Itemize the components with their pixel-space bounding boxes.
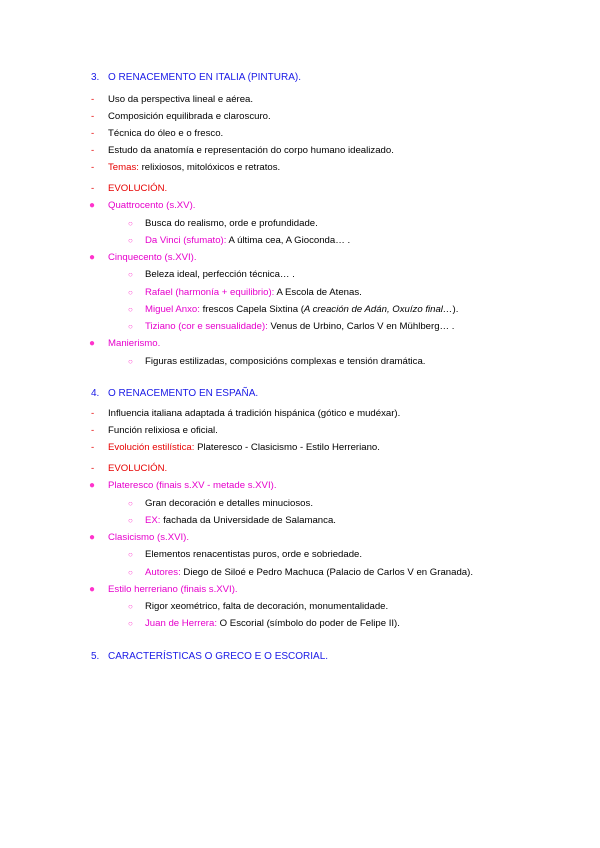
dash-marker: - (91, 145, 95, 156)
circle-marker: ○ (128, 568, 133, 577)
section-title: O RENACEMENTO EN ITALIA (PINTURA). (108, 72, 301, 83)
item-text: Elementos renacentistas puros, orde e sobriedade. (145, 549, 363, 560)
item-text (145, 304, 458, 316)
item-text (145, 287, 362, 299)
architect-label: Juan de Herrera: (145, 618, 217, 629)
bullet-marker: ● (89, 480, 96, 491)
circle-marker: ○ (128, 288, 133, 297)
item-text (108, 162, 280, 174)
item-text (145, 515, 336, 527)
item-text: Figuras estilizadas, composicións complexas e tensión dramática. (145, 356, 426, 367)
example-label: EX: (145, 515, 161, 526)
circle-marker: ○ (128, 550, 133, 559)
artist-works: A Escola de Atenas. (276, 287, 362, 298)
circle-marker: ○ (128, 516, 133, 525)
evolution-label: Evolución estilística: (108, 442, 195, 453)
period-title: Cinquecento (s.XVI). (108, 252, 197, 263)
item-text: Gran decoración e detalles minuciosos. (145, 498, 313, 509)
circle-marker: ○ (128, 619, 133, 628)
circle-marker: ○ (128, 219, 133, 228)
bullet-marker: ● (89, 532, 96, 543)
circle-marker: ○ (128, 270, 133, 279)
bullet-marker: ● (89, 200, 96, 211)
bullet-marker: ● (89, 584, 96, 595)
item-text: Función relixiosa e oficial. (108, 425, 218, 436)
item-text: Busca do realismo, orde e profundidade. (145, 218, 318, 229)
period-title: Clasicismo (s.XVI). (108, 532, 190, 543)
period-title: Manierismo. (108, 338, 161, 349)
architect-text: O Escorial (símbolo do poder de Felipe II). (219, 618, 400, 629)
item-text: Rigor xeométrico, falta de decoración, monumentalidade. (145, 601, 389, 612)
evolucion-label: EVOLUCIÓN. (108, 183, 168, 194)
item-text (145, 567, 473, 579)
item-text: Beleza ideal, perfección técnica… . (145, 269, 295, 280)
artist-label: Tiziano (cor e sensualidade): (145, 321, 268, 332)
dash-marker: - (91, 463, 95, 474)
example-text: fachada da Universidade de Salamanca. (163, 515, 336, 526)
section-title: CARACTERÍSTICAS O GRECO E O ESCORIAL. (108, 651, 329, 662)
dash-marker: - (91, 94, 95, 105)
dash-marker: - (91, 111, 95, 122)
artist-label: Miguel Anxo: (145, 304, 200, 315)
section-number: 4. (91, 388, 100, 399)
item-text: Técnica do óleo e o fresco. (108, 128, 224, 139)
circle-marker: ○ (128, 357, 133, 366)
dash-marker: - (91, 128, 95, 139)
circle-marker: ○ (128, 305, 133, 314)
item-text: Uso da perspectiva lineal e aérea. (108, 94, 254, 105)
temas-label: Temas: (108, 162, 139, 173)
artist-works: Venus de Urbino, Carlos V en Mühlberg… . (270, 321, 455, 332)
dash-marker: - (91, 162, 95, 173)
authors-text: Diego de Siloé e Pedro Machuca (Palacio de Carlos V en Granada). (183, 567, 473, 578)
dash-marker: - (91, 442, 95, 453)
artist-label: Da Vinci (sfumato): (145, 235, 227, 246)
circle-marker: ○ (128, 499, 133, 508)
artist-works-italic: A creación de Adán, Oxuízo final… (303, 304, 453, 315)
artist-works: frescos Capela Sixtina ( (202, 304, 304, 315)
item-text: Estudo da anatomía e representación do corpo humano idealizado. (108, 145, 394, 156)
item-text: Influencia italiana adaptada á tradición hispánica (gótico e mudéxar). (108, 408, 401, 419)
item-text: Composición equilibrada e claroscuro. (108, 111, 271, 122)
circle-marker: ○ (128, 236, 133, 245)
artist-works-end: ). (452, 304, 459, 315)
section-number: 3. (91, 72, 100, 83)
section-number: 5. (91, 651, 100, 662)
item-text (145, 618, 400, 630)
artist-works: A última cea, A Gioconda… . (228, 235, 351, 246)
evolucion-label: EVOLUCIÓN. (108, 463, 168, 474)
temas-text: relixiosos, mitolóxicos e retratos. (141, 162, 281, 173)
bullet-marker: ● (89, 338, 96, 349)
dash-marker: - (91, 425, 95, 436)
section-title: O RENACEMENTO EN ESPAÑA. (108, 388, 259, 399)
dash-marker: - (91, 183, 95, 194)
item-text (145, 321, 454, 333)
period-title: Quattrocento (s.XV). (108, 200, 196, 211)
authors-label: Autores: (145, 567, 181, 578)
evolution-text: Plateresco - Clasicismo - Estilo Herreriano. (197, 442, 380, 453)
period-title: Plateresco (finais s.XV - metade s.XVI). (108, 480, 277, 491)
dash-marker: - (91, 408, 95, 419)
item-text (145, 235, 350, 247)
item-text (108, 442, 380, 454)
artist-label: Rafael (harmonía + equilibrio): (145, 287, 275, 298)
circle-marker: ○ (128, 602, 133, 611)
period-title: Estilo herreriano (finais s.XVI). (108, 584, 238, 595)
circle-marker: ○ (128, 322, 133, 331)
bullet-marker: ● (89, 252, 96, 263)
